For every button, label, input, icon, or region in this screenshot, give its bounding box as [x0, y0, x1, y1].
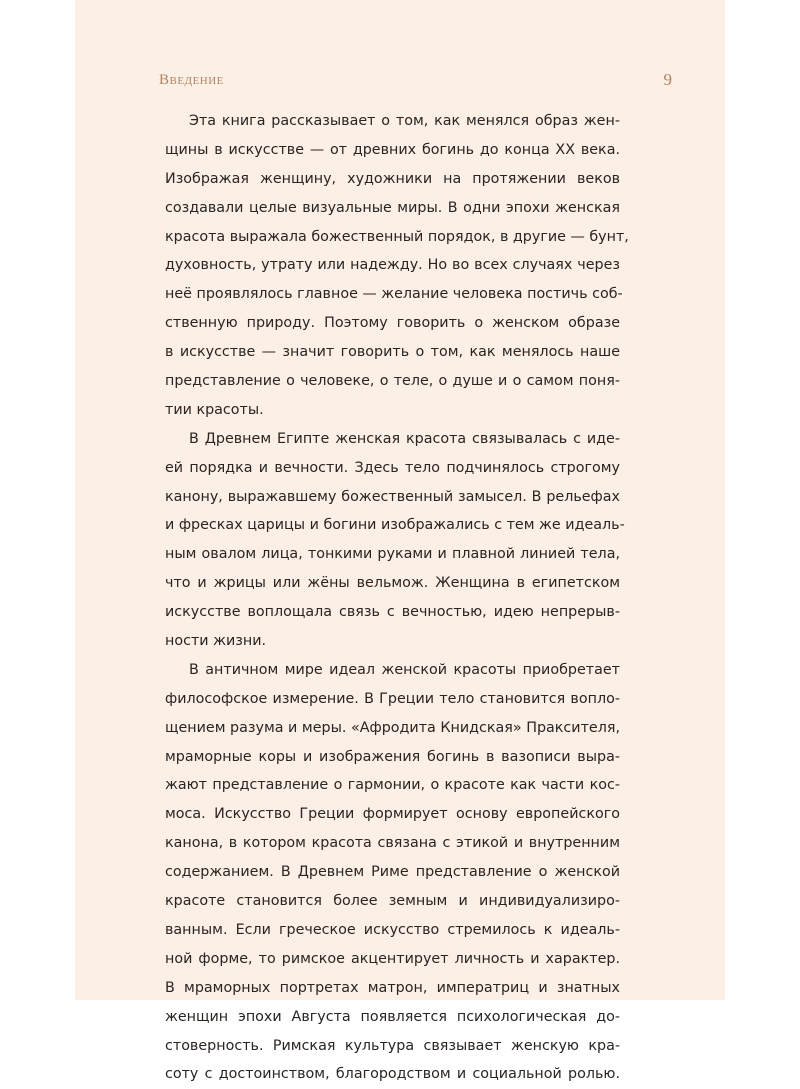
- text-line: философское измерение. В Греции тело становится вопло-: [165, 690, 620, 707]
- text-line: красоте становится более земным и индивидуализиро-: [165, 893, 620, 910]
- text-line: канона, в котором красота связана с этикой и внутренним: [165, 835, 620, 852]
- paragraph: [165, 107, 629, 425]
- text-line: В Древнем Египте женская красота связывалась с иде-: [189, 430, 620, 447]
- text-line: Эта книга рассказывает о том, как менялся образ жен-: [189, 113, 620, 129]
- text-line: Изображая женщину, художники на протяжении веков: [165, 170, 620, 187]
- text-line: канону, выражавшему божественный замысел. В рельефах: [165, 488, 620, 505]
- text-line: в искусстве — значит говорить о том, как менялось наше: [165, 344, 620, 361]
- paragraph: [165, 656, 620, 1089]
- text-line: В мраморных портретах матрон, императриц и знатных: [165, 979, 620, 996]
- text-line: ванным. Если греческое искусство стремилось к идеаль-: [165, 921, 620, 938]
- text-line: ности жизни.: [165, 633, 267, 650]
- text-line: жают представление о гармонии, о красоте как части кос-: [165, 777, 620, 794]
- text-line: духовность, утрату или надежду. Но во всех случаях через: [165, 257, 620, 274]
- text-line: ной форме, то римское акцентирует личность и характер.: [165, 950, 620, 967]
- text-line: женщин эпохи Августа появляется психологическая до-: [165, 1008, 620, 1025]
- text-line: ным овалом лица, тонкими руками и плавной линией тела,: [165, 546, 620, 563]
- text-line: ей порядка и вечности. Здесь тело подчинялось строгому: [165, 459, 620, 476]
- body-text: [165, 107, 629, 1089]
- text-line: мраморные коры и изображения богинь в вазописи выра-: [165, 748, 620, 765]
- text-line: соту с достоинством, благородством и социальной ролью.: [165, 1066, 620, 1083]
- running-head: Введение: [159, 72, 224, 88]
- text-line: красота выражала божественный порядок, в другие — бунт,: [165, 228, 629, 245]
- text-line: и фресках царицы и богини изображались с тем же идеаль-: [165, 517, 625, 534]
- page-number: 9: [663, 70, 672, 89]
- paragraph: [165, 425, 625, 656]
- text-line: искусстве воплощала связь с вечностью, идею непрерыв-: [165, 604, 620, 621]
- text-line: стоверность. Римская культура связывает женскую кра-: [165, 1037, 620, 1054]
- text-line: щением разума и меры. «Афродита Книдская» Праксителя,: [165, 719, 620, 736]
- text-line: неё проявлялось главное — желание человека постичь соб-: [165, 286, 623, 303]
- text-line: тии красоты.: [165, 401, 264, 418]
- text-line: В античном мире идеал женской красоты приобретает: [189, 661, 620, 678]
- text-line: содержанием. В Древнем Риме представление о женской: [165, 864, 620, 881]
- book-page: [75, 0, 725, 1083]
- text-line: щины в искусстве — от древних богинь до конца XX века.: [165, 141, 620, 158]
- text-line: создавали целые визуальные миры. В одни эпохи женская: [165, 199, 620, 216]
- text-line: что и жрицы или жёны вельмож. Женщина в египетском: [165, 575, 620, 592]
- text-line: представление о человеке, о теле, о душе и о самом поня-: [165, 373, 620, 390]
- text-line: моса. Искусство Греции формирует основу европейского: [165, 806, 620, 823]
- text-line: ственную природу. Поэтому говорить о женском образе: [165, 315, 620, 332]
